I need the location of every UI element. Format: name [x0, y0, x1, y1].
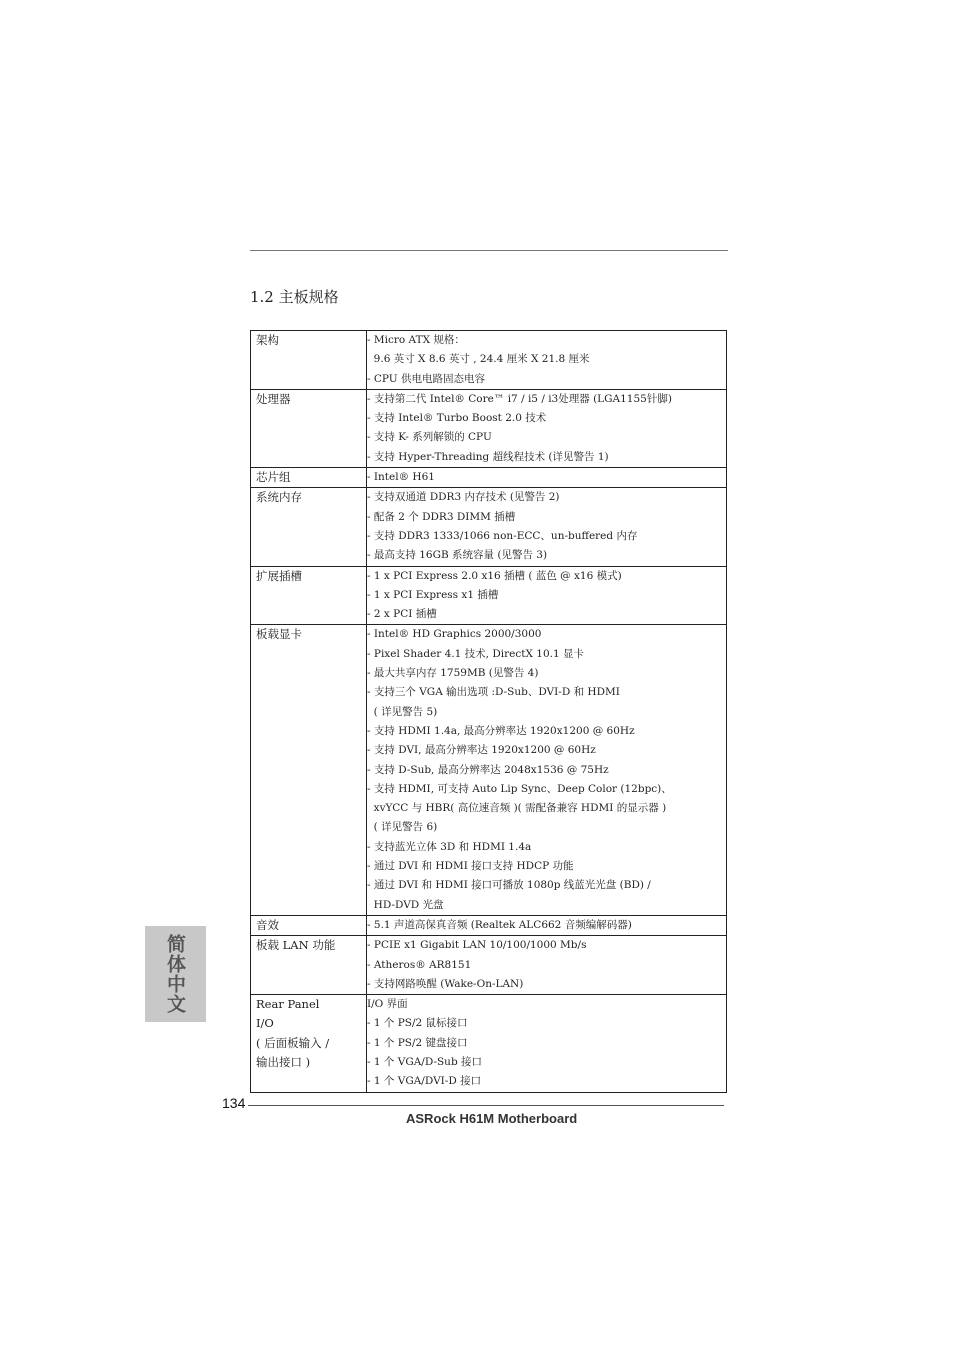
spec-value-line: - 支持 HDMI, 可支持 Auto Lip Sync、Deep Color (12bpc)、 — [367, 782, 672, 795]
spec-value-line: ( 详见警告 5) — [367, 705, 438, 718]
spec-value-line: - Atheros® AR8151 — [367, 958, 472, 971]
spec-value-line: - 1 个 PS/2 鼠标接口 — [367, 1017, 468, 1030]
spec-value-line: I/O 界面 — [367, 998, 408, 1011]
spec-value-line: - 1 x PCI Express x1 插槽 — [367, 588, 499, 601]
spec-label-cell — [251, 566, 367, 625]
spec-value-cell — [367, 995, 727, 1092]
spec-value-line: 9.6 英寸 X 8.6 英寸 , 24.4 厘米 X 21.8 厘米 — [367, 353, 590, 366]
spec-value-line: - PCIE x1 Gigabit LAN 10/100/1000 Mb/s — [367, 939, 587, 952]
spec-value-line: - Intel® H61 — [367, 471, 435, 484]
spec-label: 输出接口 ) — [256, 1054, 311, 1069]
spec-value-line: - 5.1 声道高保真音频 (Realtek ALC662 音频编解码器) — [367, 918, 632, 931]
spec-label-cell — [251, 331, 367, 390]
spec-label-cell — [251, 389, 367, 467]
spec-label: 架构 — [256, 333, 279, 347]
spec-value-line: - 支持 D-Sub, 最高分辨率达 2048x1536 @ 75Hz — [367, 763, 609, 776]
spec-label-cell — [251, 625, 367, 915]
section-title: 1.2 主板规格 — [250, 288, 339, 306]
spec-row — [251, 995, 727, 1092]
spec-label: 扩展插槽 — [256, 568, 302, 583]
spec-table-body — [251, 331, 727, 1093]
spec-row — [251, 488, 727, 566]
spec-value-line: - 通过 DVI 和 HDMI 接口支持 HDCP 功能 — [367, 860, 574, 873]
spec-value-line: - 支持 DVI, 最高分辨率达 1920x1200 @ 60Hz — [367, 744, 596, 757]
spec-label: 芯片组 — [256, 470, 291, 485]
spec-label: 板载显卡 — [256, 627, 302, 642]
spec-value-line: - Micro ATX 规格： — [367, 334, 465, 346]
spec-value-line: - 最大共享内存 1759MB (见警告 4) — [367, 667, 539, 680]
spec-value-cell — [367, 625, 727, 915]
spec-value-cell — [367, 566, 727, 625]
spec-value-line: - Pixel Shader 4.1 技术, DirectX 10.1 显卡 — [367, 647, 584, 660]
spec-table — [250, 330, 727, 1093]
footer-title: ASRock H61M Motherboard — [406, 1111, 578, 1126]
language-side-tab — [145, 926, 206, 1022]
spec-value-line: - 支持 Intel® Turbo Boost 2.0 技术 — [367, 412, 547, 425]
spec-value-line: - 2 x PCI 插槽 — [367, 608, 437, 621]
spec-value-line: - CPU 供电电路固态电容 — [367, 372, 485, 385]
spec-value-line: - Intel® HD Graphics 2000/3000 — [367, 628, 542, 641]
spec-value-line: - 支持第二代 Intel® Core™ i7 / i5 / i3处理器 (LGA1155针脚) — [367, 392, 672, 405]
spec-label: ( 后面板输入 / — [256, 1035, 330, 1050]
spec-label-cell — [251, 915, 367, 935]
top-rule — [250, 250, 728, 251]
spec-row — [251, 625, 727, 915]
spec-label: 板载 LAN 功能 — [256, 938, 336, 953]
spec-label: Rear Panel — [256, 997, 320, 1012]
spec-row — [251, 468, 727, 488]
page-number: 134 — [222, 1095, 246, 1111]
spec-value-line: - 支持 K- 系列解锁的 CPU — [367, 431, 492, 444]
spec-label-cell — [251, 936, 367, 995]
spec-value-line: - 支持蓝光立体 3D 和 HDMI 1.4a — [367, 840, 532, 853]
spec-value-line: - 支持 HDMI 1.4a, 最高分辨率达 1920x1200 @ 60Hz — [367, 724, 635, 737]
spec-row — [251, 915, 727, 935]
spec-value-line: HD-DVD 光盘 — [367, 898, 444, 911]
spec-value-line: - 支持三个 VGA 输出选项 :D-Sub、DVI-D 和 HDMI — [367, 686, 620, 699]
spec-label-cell — [251, 488, 367, 566]
spec-label: I/O — [256, 1016, 274, 1031]
spec-value-cell — [367, 468, 727, 488]
spec-row — [251, 331, 727, 390]
spec-value-line: - 支持 Hyper-Threading 超线程技术 (详见警告 1) — [367, 450, 609, 463]
spec-value-line: - 通过 DVI 和 HDMI 接口可播放 1080p 线蓝光光盘 (BD) / — [367, 879, 651, 892]
spec-value-line: - 1 个 PS/2 键盘接口 — [367, 1036, 468, 1049]
spec-value-cell — [367, 936, 727, 995]
spec-value-cell — [367, 389, 727, 467]
spec-label: 处理器 — [256, 391, 291, 406]
spec-label-cell — [251, 468, 367, 488]
spec-value-line: ( 详见警告 6) — [367, 821, 438, 834]
spec-value-cell — [367, 331, 727, 390]
spec-label: 系统内存 — [256, 490, 302, 505]
spec-value-line: - 支持 DDR3 1333/1066 non-ECC、un-buffered 内存 — [367, 529, 638, 542]
spec-value-line: - 1 x PCI Express 2.0 x16 插槽 ( 蓝色 @ x16 模式) — [367, 569, 622, 582]
spec-value-cell — [367, 915, 727, 935]
spec-value-line: - 支持网路唤醒 (Wake-On-LAN) — [367, 977, 524, 990]
spec-row — [251, 936, 727, 995]
spec-label: 音效 — [256, 917, 279, 932]
spec-row — [251, 566, 727, 625]
spec-value-line: - 1 个 VGA/DVI-D 接口 — [367, 1075, 482, 1088]
spec-label-cell — [251, 995, 367, 1092]
spec-row — [251, 389, 727, 467]
bottom-rule — [248, 1105, 724, 1106]
spec-value-line: - 最高支持 16GB 系统容量 (见警告 3) — [367, 549, 548, 562]
spec-value-line: - 1 个 VGA/D-Sub 接口 — [367, 1055, 483, 1068]
language-side-label: 简体中文 — [164, 934, 186, 1014]
spec-value-line: - 配备 2 个 DDR3 DIMM 插槽 — [367, 510, 516, 523]
spec-value-line: xvYCC 与 HBR( 高位速音频 )( 需配备兼容 HDMI 的显示器 ) — [367, 802, 667, 815]
spec-value-cell — [367, 488, 727, 566]
spec-value-line: - 支持双通道 DDR3 内存技术 (见警告 2) — [367, 491, 560, 504]
